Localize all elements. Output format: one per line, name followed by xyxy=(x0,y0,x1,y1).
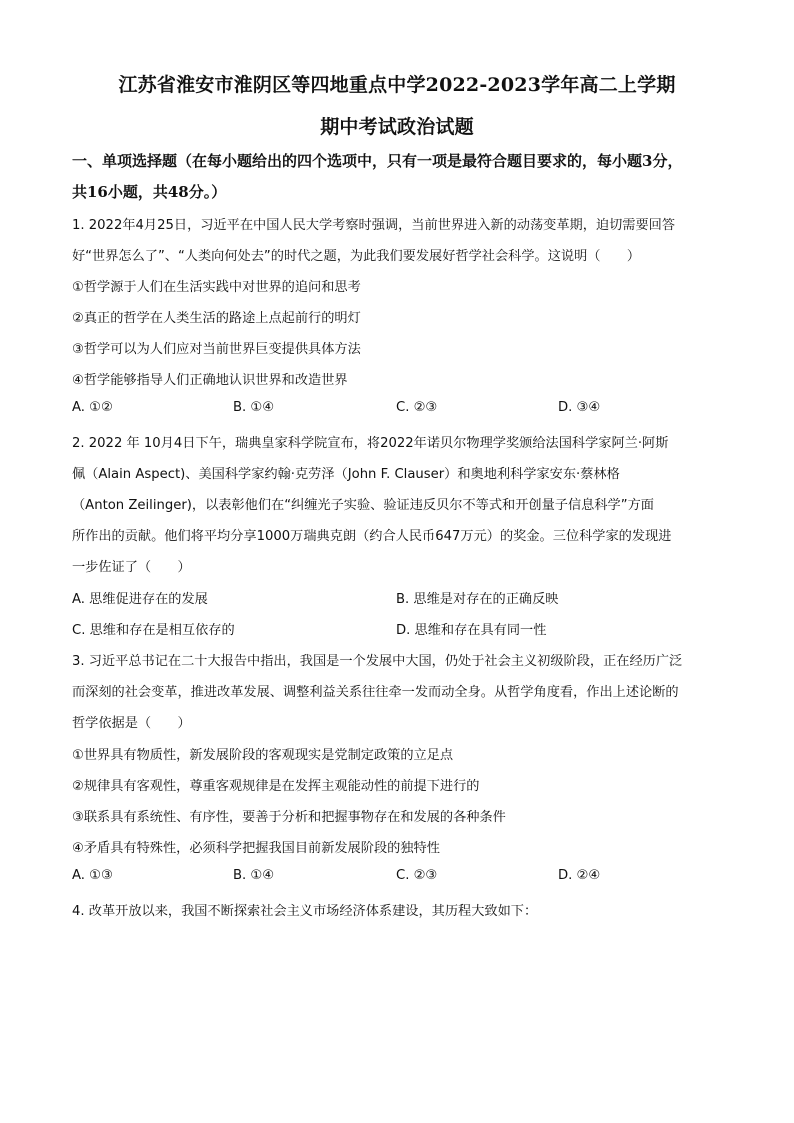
question-1-item-1: ①哲学源于人们在生活实践中对世界的追问和思考 xyxy=(72,280,361,295)
question-2-option-b: B. 思维是对存在的正确反映 xyxy=(396,592,559,607)
question-2-stem-line2: 佩（Alain Aspect)、美国科学家约翰·克劳泽（John F. Clauser）和奥地利科学家安东·蔡林格 xyxy=(72,467,620,482)
question-1-option-a: A. ①② xyxy=(72,400,113,415)
question-1-option-c: C. ②③ xyxy=(396,400,438,415)
question-3-option-a: A. ①③ xyxy=(72,868,113,883)
question-3-stem-line3: 哲学依据是（ ） xyxy=(72,716,191,731)
section-heading-line2: 共16小题，共48分。） xyxy=(72,183,227,201)
document-title-line2: 期中考试政治试题 xyxy=(320,116,474,138)
question-3-item-1: ①世界具有物质性，新发展阶段的客观现实是党制定政策的立足点 xyxy=(72,748,454,763)
question-1-option-d: D. ③④ xyxy=(558,400,601,415)
question-3-item-3: ③联系具有系统性、有序性，要善于分析和把握事物存在和发展的各种条件 xyxy=(72,810,506,825)
question-1-item-2: ②真正的哲学在人类生活的路途上点起前行的明灯 xyxy=(72,311,361,326)
question-3-stem-line2: 而深刻的社会变革，推进改革发展、调整利益关系往往牵一发而动全身。从哲学角度看，作出上述论断的 xyxy=(72,685,679,700)
question-2-stem-line4: 所作出的贡献。他们将平均分享1000万瑞典克朗（约合人民币647万元）的奖金。三位科学家的发现进 xyxy=(72,529,672,544)
question-2-stem-line3: （Anton Zeilinger)，以表彰他们在“纠缠光子实验、验证违反贝尔不等式和开创量子信息科学”方面 xyxy=(72,498,654,513)
question-4-stem-line1: 4. 改革开放以来，我国不断探索社会主义市场经济体系建设，其历程大致如下： xyxy=(72,904,538,919)
question-2-option-c: C. 思维和存在是相互依存的 xyxy=(72,623,235,638)
question-3-option-b: B. ①④ xyxy=(233,868,275,883)
document-title-line1: 江苏省淮安市淮阴区等四地重点中学2022-2023学年高二上学期 xyxy=(118,74,676,96)
question-3-stem-line1: 3. 习近平总书记在二十大报告中指出，我国是一个发展中大国，仍处于社会主义初级阶段，正在经历广泛 xyxy=(72,654,683,669)
question-2-option-a: A. 思维促进存在的发展 xyxy=(72,592,208,607)
question-1-option-b: B. ①④ xyxy=(233,400,275,415)
question-1-item-4: ④哲学能够指导人们正确地认识世界和改造世界 xyxy=(72,373,348,388)
question-1-stem-line1: 1. 2022年4月25日，习近平在中国人民大学考察时强调，当前世界进入新的动荡变革期，迫切需要回答 xyxy=(72,218,676,233)
question-3-item-2: ②规律具有客观性，尊重客观规律是在发挥主观能动性的前提下进行的 xyxy=(72,779,480,794)
question-1-item-3: ③哲学可以为人们应对当前世界巨变提供具体方法 xyxy=(72,342,361,357)
question-3-item-4: ④矛盾具有特殊性，必须科学把握我国目前新发展阶段的独特性 xyxy=(72,841,440,856)
question-1-stem-line2: 好“世界怎么了”、“人类向何处去”的时代之题，为此我们要发展好哲学社会科学。这说明（ ） xyxy=(72,249,641,264)
question-3-option-d: D. ②④ xyxy=(558,868,601,883)
question-2-stem-line5: 一步佐证了（ ） xyxy=(72,560,191,575)
section-heading-line1: 一、单项选择题（在每小题给出的四个选项中，只有一项是最符合题目要求的，每小题3分， xyxy=(72,152,683,170)
question-2-stem-line1: 2. 2022 年 10月4日下午，瑞典皇家科学院宣布，将2022年诺贝尔物理学奖颁给法国科学家阿兰·阿斯 xyxy=(72,436,669,451)
question-3-option-c: C. ②③ xyxy=(396,868,438,883)
question-2-option-d: D. 思维和存在具有同一性 xyxy=(396,623,547,638)
